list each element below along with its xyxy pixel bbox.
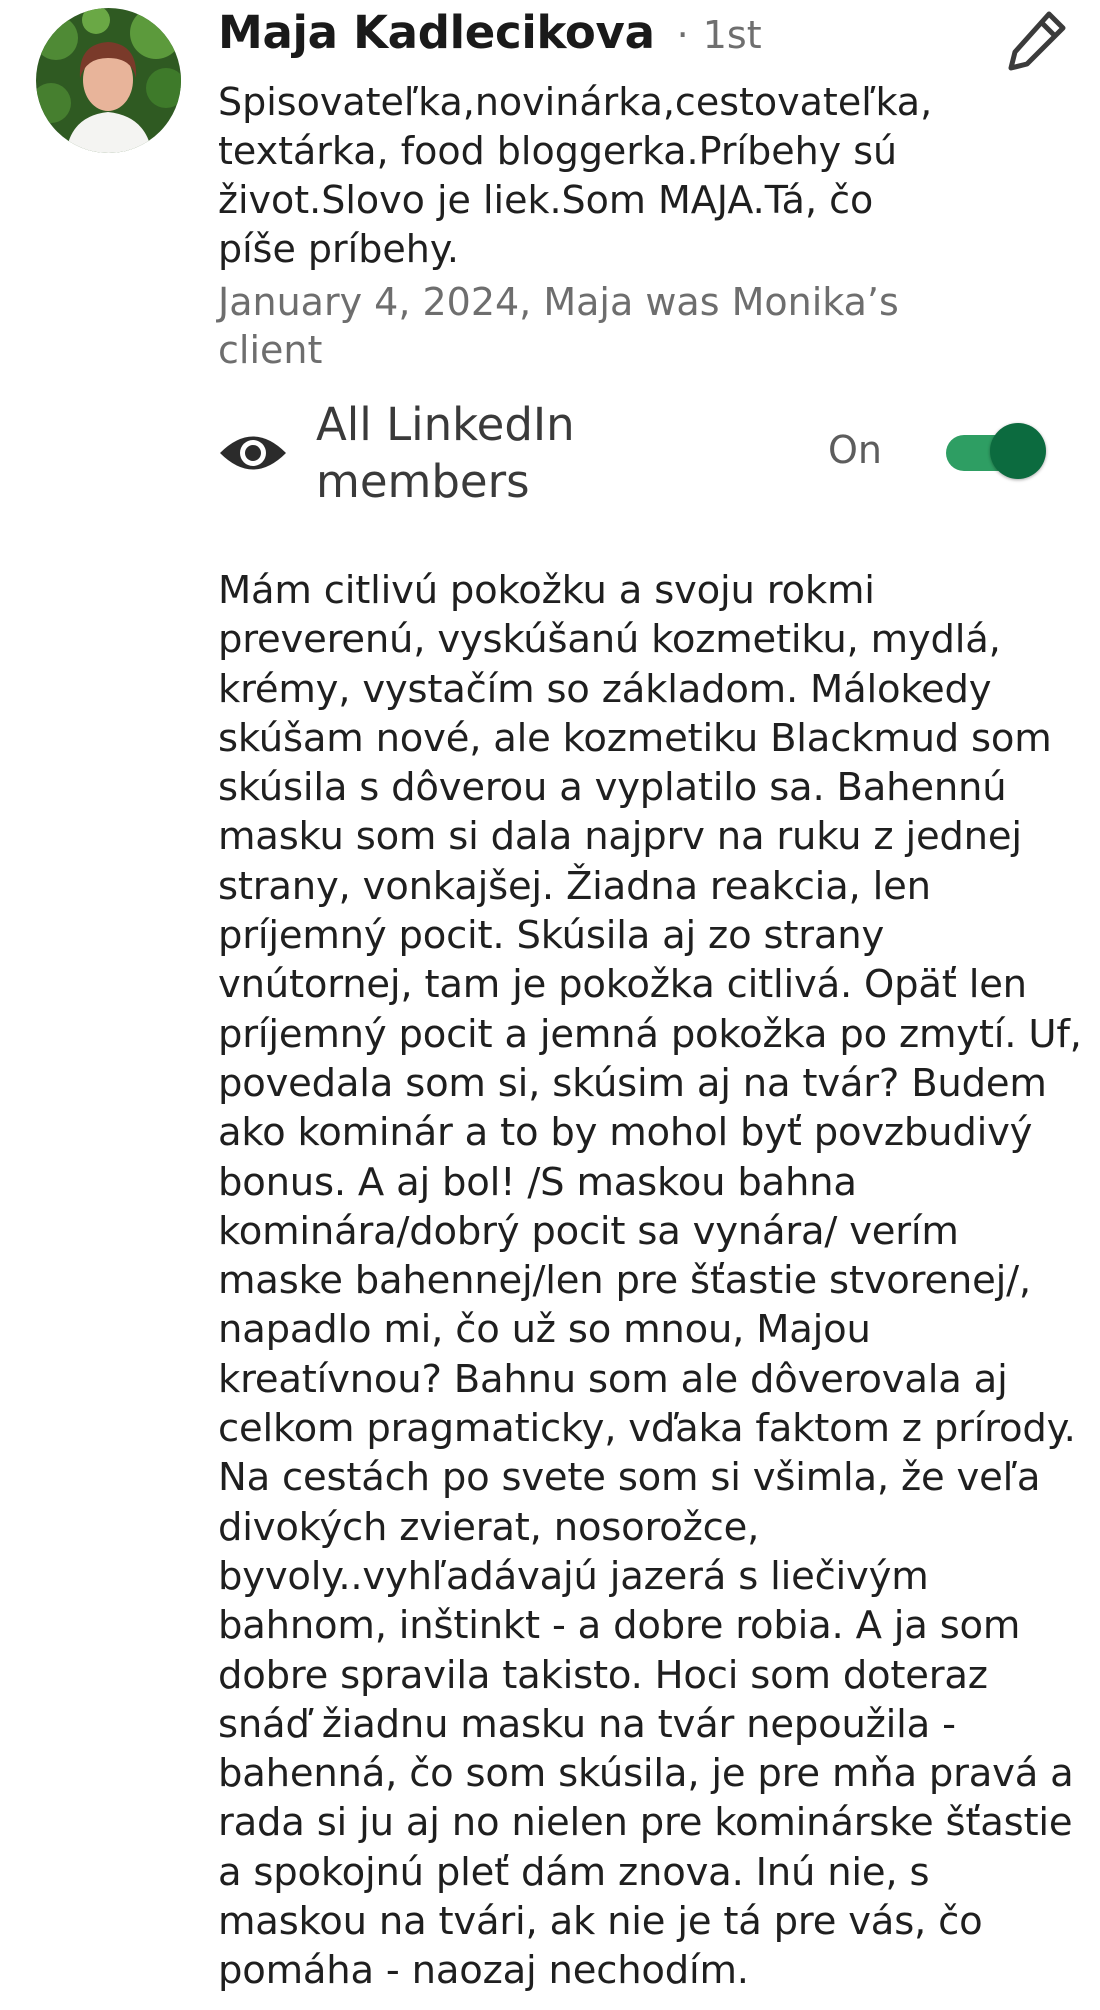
separator-dot: ·	[676, 13, 689, 57]
relationship-info: January 4, 2024, Maja was Monika’s client	[218, 280, 899, 372]
eye-icon	[218, 428, 288, 478]
visibility-toggle[interactable]	[946, 421, 1046, 485]
name-row	[218, 6, 978, 72]
connection-degree	[677, 13, 762, 57]
toggle-knob	[990, 423, 1046, 479]
visibility-setting	[218, 398, 1048, 508]
degree-label: 1st	[702, 13, 762, 57]
recommendation-text: Mám citlivú pokožku a svoju rokmi preverenú, vyskúšanú kozmetiku, mydlá, krémy, vystačím so základom. Málokedy skúšam nové, ale kozmetiku Blackmud som skúsila s dôverou a vyplatilo sa. Bahennú masku som si dala najprv na ruku z jednej strany, vonkajšej. Žiadna reakcia, len príjemný pocit. Skúsila aj zo strany vnútornej, tam je pokožka citlivá. Opäť len príjemný pocit a jemná pokožka po zmytí. Uf, povedala som si, skúsim aj na tvár? Budem ako kominár a to by mohol byť povzbudivý bonus. A aj bol! /S maskou bahna kominára/dobrý pocit sa vynára/ verím maske bahennej/len pre šťastie stvorenej/, napadlo mi, čo už so mnou, Majou kreatívnou? Bahnu som ale dôverovala aj celkom pragmaticky, vďaka faktom z prírody. Na cestách po svete som si všimla, že veľa divokých zvierat, nosorožce, byvoly..vyhľadávajú jazerá s liečivým bahnom, inštinkt - a dobre robia. A ja som dobre spravila takisto. Hoci som doteraz snáď žiadnu masku na tvár nepoužila - bahenná, čo som skúsila, je pre mňa pravá a rada si ju aj no nielen pre kominárske šťastie a spokojnú pleť dám znova. Inú nie, s maskou na tvári, ak nie je tá pre vás, čo pomáha - naozaj nechodím.	[218, 568, 1082, 1994]
recommendation-header	[218, 6, 978, 374]
toggle-state-label: On	[828, 428, 882, 472]
pencil-icon[interactable]	[1003, 8, 1069, 74]
author-headline: Spisovateľka,novinárka,cestovateľka, textárka, food bloggerka.Príbehy sú život.Slovo je liek.Som MAJA.Tá, čo píše príbehy.	[218, 80, 933, 271]
visibility-label: All LinkedIn members	[316, 398, 575, 508]
author-name[interactable]: Maja Kadlecikova	[218, 6, 655, 59]
avatar[interactable]	[36, 8, 181, 153]
